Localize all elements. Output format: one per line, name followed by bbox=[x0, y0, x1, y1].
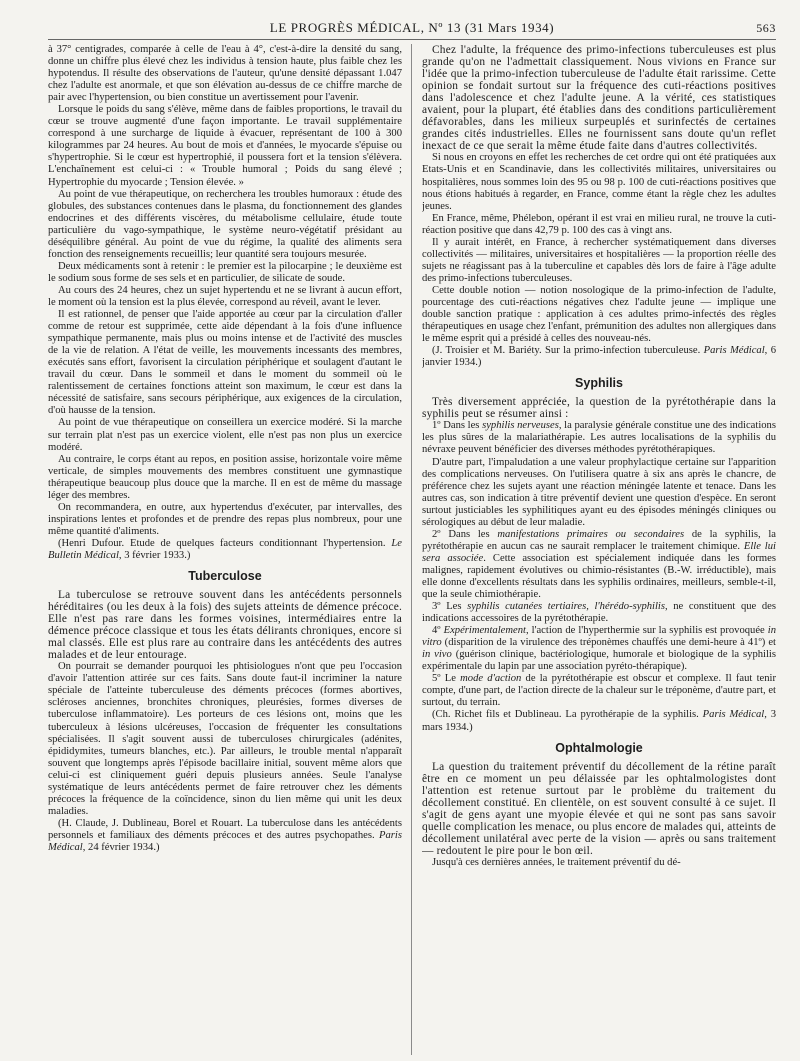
paragraph bbox=[422, 673, 776, 709]
journal-title: LE PROGRÈS MÉDICAL, Nº 13 (31 Mars 1934) bbox=[269, 20, 555, 35]
text-run: 4º bbox=[432, 625, 444, 637]
lead-paragraph: La tuberculose se retrouve souvent dans les antécédents personnels héréditaires (ou les deux à la fois) des sujets atteints de démence précoce. Elle n'est pas rare dans les formes voisines, intermédiaires entre la démence précoce classique et tous les états délirants chroniques, encore si mal classés. Elle est plus rare au contraire dans les antécédents des autres malades et de leur entourage. bbox=[48, 589, 402, 662]
text-run: 5º Le bbox=[432, 673, 461, 685]
paragraph: Lorsque le poids du sang s'élève, même dans de faibles proportions, le travail du cœur se trouve augmenté d'une façon importante. Le travail supplémentaire correspond à une surcharge de liquide à évacuer, représentant de 100 à 300 kilogrammes par 24 heures. Au bout de mois et d'années, le myocarde s'épuise ou s'hypertrophie. Si le cœur est hypertrophié, il poussera fort et la tension s'élèvera. L'enchaînement est celui-ci : « Trouble humoral ; Poids du sang élevé ; Hypertrophie du myocarde ; Tension élevée. » bbox=[48, 104, 402, 188]
running-header bbox=[48, 14, 776, 40]
italic-run: syphilis cutanées tertiaires, l'hérédo-syphilis bbox=[467, 601, 665, 613]
citation-date: , 3 février 1933.) bbox=[118, 549, 191, 561]
page-number: 563 bbox=[756, 21, 776, 35]
paragraph: Au cours des 24 heures, chez un sujet hypertendu et ne se livrant à aucun effort, le moment où la tension est la plus élevée, correspond au réveil, avant le lever. bbox=[48, 284, 402, 308]
paragraph: En France, même, Phélebon, opérant il est vrai en milieu rural, ne trouve la cuti-réaction positive que dans 42,79 p. 100 des cas à vingt ans. bbox=[422, 212, 776, 236]
text-run: (guérison clinique, bactériologique, humorale et biologique de la syphilis expérimentale du lapin par une association pyréto-thérapique). bbox=[422, 649, 776, 673]
paragraph bbox=[422, 529, 776, 601]
citation-date: , 24 février 1934.) bbox=[82, 842, 160, 853]
paragraph: Si nous en croyons en effet les recherches de cet ordre qui ont été pratiquées aux Etats-Unis et en Scandinavie, dans les collectivités militaires, universitaires ou hospitalières, nous sommes loin des 95 ou 98 p. 100 de cuti-réactions positives que nous étions habitués à regarder, en France, comme étant la règle chez les adultes jeunes. bbox=[422, 152, 776, 212]
lead-paragraph: Très diversement appréciée, la question de la pyrétothérapie dans la syphilis peut se résumer ainsi : bbox=[422, 396, 776, 421]
citation bbox=[422, 709, 776, 733]
paragraph: Cette double notion — notion nosologique de la primo-infection de l'adulte, pourcentage des cuti-réactions négatives chez l'adulte jeune — implique une double sanction pratique : application à ces adultes primo-infectés des règles thérapeutiques en usage chez l'enfant, prémunition des adultes non allergiques dans le même esprit qui a présidé à celles des nouveau-nés. bbox=[422, 284, 776, 345]
citation-journal: Paris Médical bbox=[703, 345, 765, 357]
text-run: . Cette association est spécialement indiquée dans les formes malignes, rapidement évolutives ou chimio-résistantes (B.-W. irréductible), mais elle donne d'excellents résultats dans les syphilis ordinaires, meilleurs, semble-t-il, que la seule chimiothérapie. bbox=[422, 552, 776, 601]
paragraph: Il est rationnel, de penser que l'aide apportée au cœur par la circulation d'aller comme de retour est supprimée, cette aide dépendant à la fois d'une influence sympathique permanente, mais plus ou moins intense et de l'activité des muscles de la vie de relation. A l'état de veille, les mouvements incessants des membres, exécutés sans effort, favorisent la circulation périphérique et soulagent d'autant le travail du cœur. Dans le sommeil et dans le moment du sommeil où le ralentissement de certaines fonctions atteint son maximum, le cœur est dans la nécessité de satisfaire, sans secours périphérique, aux exigences de la circulation, d'où hausse de la tension. bbox=[48, 309, 402, 417]
lead-paragraph: Chez l'adulte, la fréquence des primo-infections tuberculeuses est plus grande qu'on ne l'admettait classiquement. Nous vivions en France sur l'idée que la primo-infection tuberculeuse de l'adulte était rarissime. Cette opinion se fondait surtout sur la fréquence des cuti-réactions positives dans l'adolescence et chez l'adulte jeune. A la vérité, ces statistiques avaient, pour la plupart, été établies dans des conditions particulièrement défavorables, dans les milieux surpeuplés et surinfectés de certaines grandes cités industrielles. Elles ne fournissent sans doute qu'un reflet inexact de ce que serait la même étude faite dans d'autres collectivités. bbox=[422, 44, 776, 153]
paragraph: Jusqu'à ces dernières années, le traitement préventif du dé- bbox=[432, 856, 681, 868]
paragraph bbox=[422, 420, 776, 456]
lead-paragraph: La question du traitement préventif du décollement de la rétine paraît être en ce moment un peu délaissée par les ophtalmologistes dont l'attention est retenue surtout par le problème du traitement du décollement constitué. En clientèle, on est souvent consulté à ce sujet. Il s'agit de gens ayant une myopie élevée et qui ne sont pas sans savoir quelle complication les menace, ou plus encore de malades qui, atteints de décollement unilatéral avec perte de la vision — après ou sans traitement — redoutent le pire pour le bon œil. bbox=[422, 760, 776, 857]
italic-run: manifestations primaires ou secondaires bbox=[497, 528, 685, 540]
citation bbox=[422, 345, 776, 369]
paragraph: On recommandera, en outre, aux hypertendus d'exécuter, par intervalles, des inspirations lentes et profondes et de prendre des repas plus nombreux, pour une même quantité d'aliments. bbox=[48, 501, 402, 537]
citation-date: , 6 janvier 1934.) bbox=[422, 345, 776, 369]
section-heading-ophtalmologie: Ophtalmologie bbox=[555, 740, 643, 755]
text-run: 1º Dans les bbox=[432, 420, 483, 432]
citation-journal: Paris Médical bbox=[702, 709, 765, 721]
section-heading-syphilis: Syphilis bbox=[575, 376, 623, 391]
paragraph: Deux médicaments sont à retenir : le premier est la pilocarpine ; le deuxième est le sodium sous forme de ses sels et en particulier, de silicate de soude. bbox=[48, 260, 402, 284]
italic-run: in vitro bbox=[422, 625, 776, 649]
paragraph: à 37° centigrades, comparée à celle de l'eau à 4°, c'est-à-dire la densité du sang, donne un chiffre plus élevé chez les individus à tension haute, plus faible chez les hypotendus. Il résulte des observations de l'auteur, qu'une densité dépassant 1.047 chez l'adulte est anormale, et que son élévation au-dessus de ce chiffre marche de pair avec l'hypertension, ou bien constitue un avertissement pour l'avenir. bbox=[48, 44, 402, 104]
text-run: , la paralysie générale constitue une des indications les plus sûres de la malariathérapie. Les autres localisations de la syphilis du névraxe peuvent bénéficier des diverses méthodes pyrétothérapiques. bbox=[422, 420, 776, 456]
paragraph bbox=[422, 601, 776, 625]
paragraph: On pourrait se demander pourquoi les phtisiologues n'ont que peu l'occasion d'avoir l'attention attirée sur ces faits. Sans doute faut-il incriminer la nature spéciale de l'atteinte tuberculeuse des déments précoces (formes abortives, scléroses anciennes, bronchites chroniques, pleurésies, formes diverses de tuberculose inflammatoire). Les porteurs de ces lésions ont, moins que les tuberculeux à lésions ulcéreuses, l'occasion de fréquenter les consultations spécialisées. Il s'agit souvent aussi de tuberculoses chirurgicales (adénites, épididymites, tumeurs blanches, etc.). Par ailleurs, le trouble mental n'apparaît souvent que longtemps après l'épisode bacillaire initial, souvent même alors que celui-ci est cliniquement guéri depuis plusieurs années. Seule l'analyse systématique de leurs antécédents permet de faire retrouver chez les déments précoces la fréquence de la coïncidence, sinon du lien même qui unit les deux maladies. bbox=[48, 661, 402, 817]
italic-run: in vivo bbox=[422, 649, 452, 661]
text-run: (disparition de la virulence des tréponèmes chauffés une demi-heure à 41º) et bbox=[441, 637, 776, 649]
italic-run: syphilis nerveuses bbox=[482, 420, 559, 432]
left-column bbox=[48, 44, 412, 1055]
two-column-body bbox=[48, 44, 776, 1055]
right-column bbox=[422, 44, 776, 1055]
section-heading-tuberculose: Tuberculose bbox=[188, 569, 262, 584]
citation bbox=[48, 818, 402, 854]
paragraph: Au point de vue thérapeutique, on recherchera les troubles humoraux : étude des globules, des substances contenues dans le plasma, du fonctionnement des glandes endocrines et des différents viscères, du métabolisme cellulaire, étude toute particulière du vago-sympathique, le système neuro-végétatif présidant au déséquilibre général. Au point de vue du régime, la qualité des aliments sera fonction des renseignements recueillis; leur quantité sera toujours mesurée. bbox=[48, 188, 402, 260]
paragraph bbox=[422, 625, 776, 673]
text-run: de la syphilis, la pyrétothérapie en aucun cas ne saurait remplacer le traitement chimique. bbox=[422, 528, 776, 552]
italic-run: mode d'action bbox=[460, 673, 522, 685]
text-run: 2º Dans les bbox=[432, 528, 498, 540]
citation-text: (H. Claude, J. Dublineau, Borel et Rouart. La tuberculose dans les antécédents personnels et familiaux des déments précoces et des autres psychopathes. bbox=[48, 817, 402, 841]
paragraph: Il y aurait intérêt, en France, à rechercher systématiquement dans diverses collectivités — militaires, universitaires et hospitalières — la proportion réelle des sujets ne réagissant pas à la tuberculine et capables dès lors de faire à l'âge adulte des primo-infections tuberculeuses. bbox=[422, 236, 776, 284]
text-run: , l'action de l'hyperthermie sur la syphilis est provoquée bbox=[525, 625, 768, 637]
italic-run: Expérimentalement bbox=[443, 625, 526, 637]
italic-run: Elle lui sera associée bbox=[422, 540, 776, 564]
text-run: de la pyrétothérapie est obscur et complexe. Il faut tenir compte, d'une part, de l'action directe de la chaleur sur le tréponème, d'autre part, et surtout, du terrain. bbox=[422, 673, 776, 709]
citation-journal: Le Bulletin Médical bbox=[48, 537, 402, 561]
citation-date: , 3 mars 1934.) bbox=[422, 709, 776, 733]
text-run: 3º Les bbox=[432, 601, 468, 613]
citation-text: (J. Troisier et M. Bariéty. Sur la primo-infection tuberculeuse. bbox=[432, 345, 704, 357]
paragraph: D'autre part, l'impaludation a une valeur prophylactique certaine sur l'apparition des complications nerveuses. On l'utilisera quatre à six ans après le chancre, de préférence chez les sujets ayant une réaction méningée latente et tenace. Dans les autres cas, son indication à titre préventif devient une question d'espèce. En seront surtout justiciables les syphilitiques ayant eu des épisodes méningés cliniques ou sérologiques au début de leur maladie. bbox=[422, 456, 776, 528]
citation-text: (Henri Dufour. Etude de quelques facteurs conditionnant l'hypertension. bbox=[58, 537, 392, 549]
citation bbox=[48, 538, 402, 562]
paragraph: Au contraire, le corps étant au repos, en position assise, horizontale voire même verticale, de simples mouvements des membres constituent une gymnastique thérapeutique beaucoup plus douce que la marche. Il en est de même du massage léger des membres. bbox=[48, 453, 402, 501]
paragraph: Au point de vue thérapeutique on conseillera un exercice modéré. Si la marche sur terrain plat n'est pas un exercice violent, elle n'est pas non plus un exercice modéré. bbox=[48, 417, 402, 453]
citation-journal: Paris Médical bbox=[48, 829, 402, 853]
text-run: , ne constituent que des indications accessoires de la pyrétothérapie. bbox=[422, 601, 776, 625]
citation-text: (Ch. Richet fils et Dublineau. La pyrothérapie de la syphilis. bbox=[432, 709, 703, 721]
